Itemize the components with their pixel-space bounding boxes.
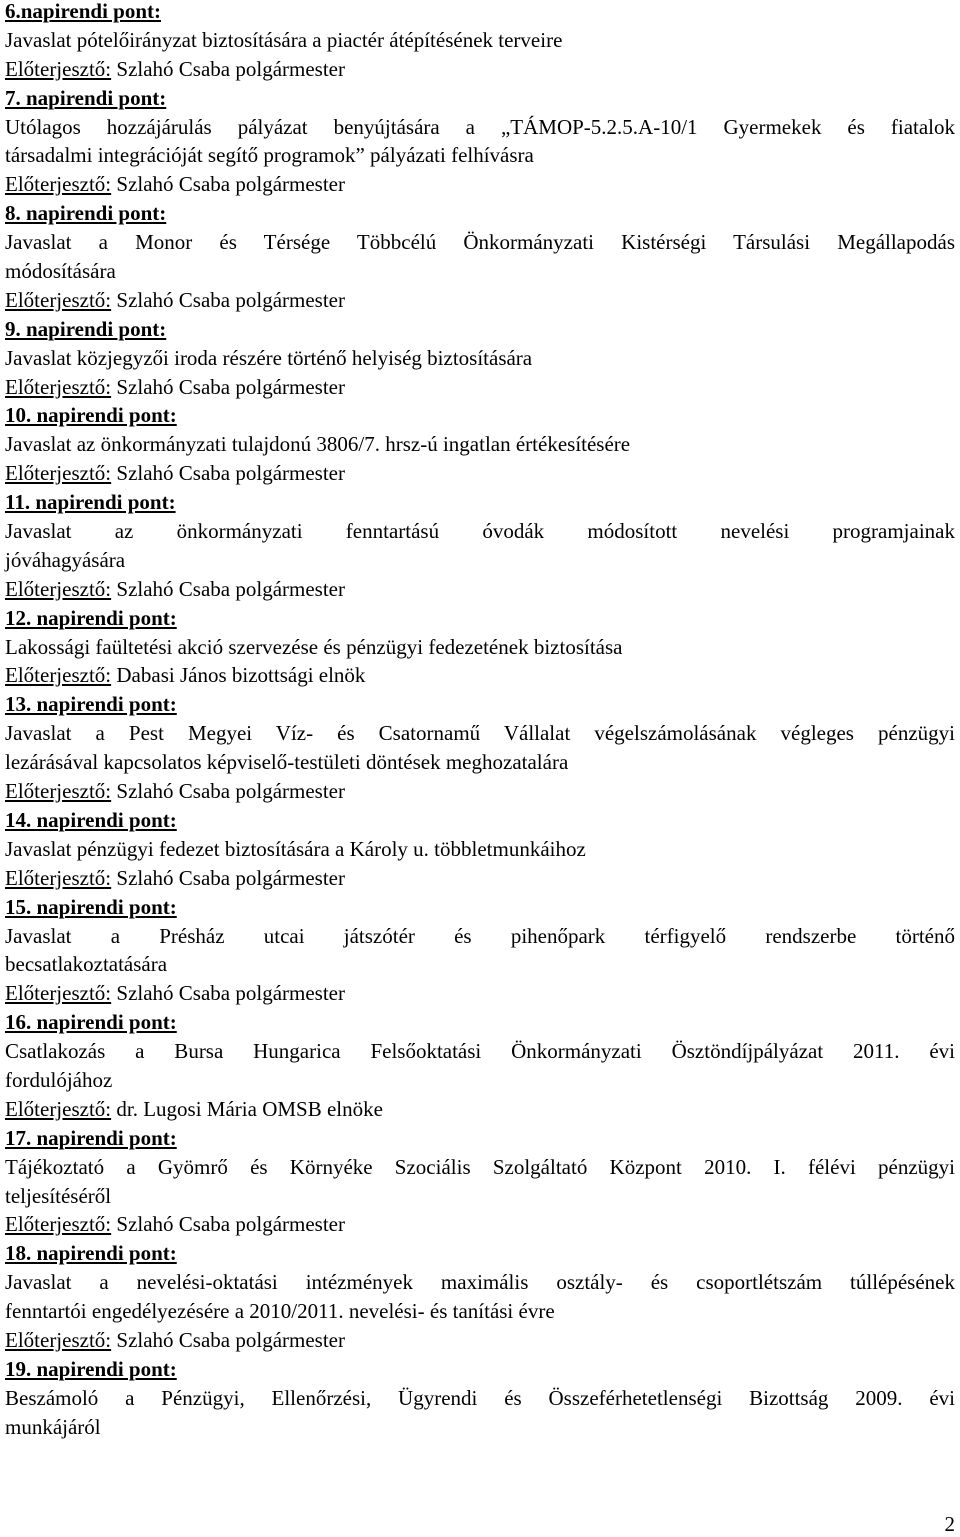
agenda-item-presenter	[5, 459, 955, 488]
agenda-item-title-line: fordulójához	[5, 1067, 113, 1092]
presenter-name: Szlahó Csaba polgármester	[111, 461, 345, 486]
presenter-name: Szlahó Csaba polgármester	[111, 1327, 345, 1352]
agenda-item-title-line: módosítására	[5, 259, 116, 284]
agenda-item-title-line: Javaslat pénzügyi fedezet biztosítására a Károly u. többletmunkáihoz	[5, 836, 586, 861]
agenda-item-title-line: Tájékoztató a Gyömrő és Környéke Szociális Szolgáltató Központ 2010. I. félévi pénzügyi	[5, 1154, 955, 1179]
presenter-label: Előterjesztő:	[5, 172, 112, 197]
agenda-item-presenter	[5, 1095, 955, 1124]
agenda-item-heading: 11. napirendi pont:	[5, 490, 176, 515]
agenda-item	[5, 1239, 955, 1355]
agenda-item-presenter	[5, 55, 955, 84]
presenter-label: Előterjesztő:	[5, 287, 112, 312]
presenter-label: Előterjesztő:	[5, 663, 112, 688]
agenda-item-presenter	[5, 373, 955, 402]
agenda-item-heading: 18. napirendi pont:	[5, 1241, 177, 1266]
agenda-item	[5, 401, 955, 488]
agenda-item	[5, 893, 955, 1009]
presenter-name: Szlahó Csaba polgármester	[111, 779, 345, 804]
presenter-name: Szlahó Csaba polgármester	[111, 576, 345, 601]
agenda-item-heading: 13. napirendi pont:	[5, 692, 177, 717]
presenter-label: Előterjesztő:	[5, 461, 112, 486]
agenda-item-title-line: társadalmi integrációját segítő programok” pályázati felhívásra	[5, 143, 534, 168]
agenda-item-heading: 14. napirendi pont:	[5, 807, 177, 832]
presenter-label: Előterjesztő:	[5, 1212, 112, 1237]
agenda-item-heading: 7. napirendi pont:	[5, 85, 167, 110]
presenter-label: Előterjesztő:	[5, 981, 112, 1006]
presenter-label: Előterjesztő:	[5, 1096, 112, 1121]
agenda-item-title-line: Javaslat pótelőirányzat biztosítására a piactér átépítésének terveire	[5, 27, 563, 52]
agenda-item-presenter	[5, 979, 955, 1008]
agenda-item	[5, 690, 955, 806]
agenda-item-title-line: jóváhagyására	[5, 547, 126, 572]
agenda-item-title-line: Javaslat közjegyzői iroda részére történő helyiség biztosítására	[5, 345, 533, 370]
agenda-item	[5, 488, 955, 604]
presenter-name: Szlahó Csaba polgármester	[111, 374, 345, 399]
agenda-item-heading: 12. napirendi pont:	[5, 605, 177, 630]
agenda-item-title-line: lezárásával kapcsolatos képviselő-testületi döntések meghozatalára	[5, 750, 569, 775]
agenda-item-presenter	[5, 575, 955, 604]
presenter-name: Dabasi János bizottsági elnök	[111, 663, 366, 688]
agenda-item-heading: 15. napirendi pont:	[5, 894, 177, 919]
agenda-item-presenter	[5, 661, 955, 690]
agenda-item-presenter	[5, 286, 955, 315]
agenda-item-title-line: becsatlakoztatására	[5, 952, 168, 977]
presenter-label: Előterjesztő:	[5, 779, 112, 804]
agenda-item-heading: 16. napirendi pont:	[5, 1010, 177, 1035]
agenda-item	[5, 604, 955, 691]
agenda-item-presenter	[5, 777, 955, 806]
agenda-item	[5, 1124, 955, 1240]
agenda-item	[5, 806, 955, 893]
agenda-item-title-line: Javaslat a Pest Megyei Víz- és Csatornamű Vállalat végelszámolásának végleges pénzügyi	[5, 721, 955, 746]
agenda-item-heading: 6.napirendi pont:	[5, 0, 161, 23]
agenda-item-heading: 9. napirendi pont:	[5, 316, 167, 341]
agenda-item-title-line: Javaslat a Présház utcai játszótér és pihenőpark térfigyelő rendszerbe történő	[5, 923, 955, 948]
agenda-item-title-line: Javaslat az önkormányzati fenntartású óvodák módosított nevelési programjainak	[5, 519, 955, 544]
agenda-document	[5, 0, 955, 1442]
presenter-name: dr. Lugosi Mária OMSB elnöke	[111, 1096, 383, 1121]
agenda-item	[5, 0, 955, 84]
agenda-item	[5, 199, 955, 315]
agenda-item-title-line: Beszámoló a Pénzügyi, Ellenőrzési, Ügyrendi és Összeférhetetlenségi Bizottság 2009. évi	[5, 1385, 955, 1410]
agenda-item	[5, 1008, 955, 1124]
agenda-item-title-line: Lakossági faültetési akció szervezése és pénzügyi fedezetének biztosítása	[5, 634, 623, 659]
presenter-name: Szlahó Csaba polgármester	[111, 865, 345, 890]
agenda-item-title-line: munkájáról	[5, 1414, 101, 1439]
agenda-item-title-line: fenntartói engedélyezésére a 2010/2011. nevelési- és tanítási évre	[5, 1299, 555, 1324]
presenter-label: Előterjesztő:	[5, 1327, 112, 1352]
agenda-item-heading: 10. napirendi pont:	[5, 403, 177, 428]
agenda-item-title-line: Javaslat a nevelési-oktatási intézmények maximális osztály- és csoportlétszám túllépésének	[5, 1270, 955, 1295]
presenter-label: Előterjesztő:	[5, 374, 112, 399]
presenter-label: Előterjesztő:	[5, 576, 112, 601]
presenter-name: Szlahó Csaba polgármester	[111, 981, 345, 1006]
agenda-item-title-line: Javaslat a Monor és Térsége Többcélú Önkormányzati Kistérségi Társulási Megállapodás	[5, 230, 955, 255]
agenda-item	[5, 84, 955, 200]
presenter-name: Szlahó Csaba polgármester	[111, 287, 345, 312]
agenda-item-title-line: Utólagos hozzájárulás pályázat benyújtására a „TÁMOP-5.2.5.A-10/1 Gyermekek és fiatalok	[5, 114, 955, 139]
presenter-label: Előterjesztő:	[5, 56, 112, 81]
presenter-label: Előterjesztő:	[5, 865, 112, 890]
agenda-item-title-line: teljesítéséről	[5, 1183, 112, 1208]
presenter-name: Szlahó Csaba polgármester	[111, 172, 345, 197]
page-number: 2	[944, 1512, 955, 1536]
agenda-item	[5, 1355, 955, 1442]
presenter-name: Szlahó Csaba polgármester	[111, 1212, 345, 1237]
agenda-item-presenter	[5, 1210, 955, 1239]
agenda-item-title-line: Csatlakozás a Bursa Hungarica Felsőoktatási Önkormányzati Ösztöndíjpályázat 2011. évi	[5, 1039, 955, 1064]
agenda-item	[5, 315, 955, 402]
agenda-item-heading: 17. napirendi pont:	[5, 1125, 177, 1150]
agenda-item-heading: 8. napirendi pont:	[5, 201, 167, 226]
agenda-item-presenter	[5, 1326, 955, 1355]
agenda-item-presenter	[5, 864, 955, 893]
agenda-item-heading: 19. napirendi pont:	[5, 1356, 177, 1381]
agenda-item-title-line: Javaslat az önkormányzati tulajdonú 3806/7. hrsz-ú ingatlan értékesítésére	[5, 432, 631, 457]
agenda-item-presenter	[5, 170, 955, 199]
presenter-name: Szlahó Csaba polgármester	[111, 56, 345, 81]
